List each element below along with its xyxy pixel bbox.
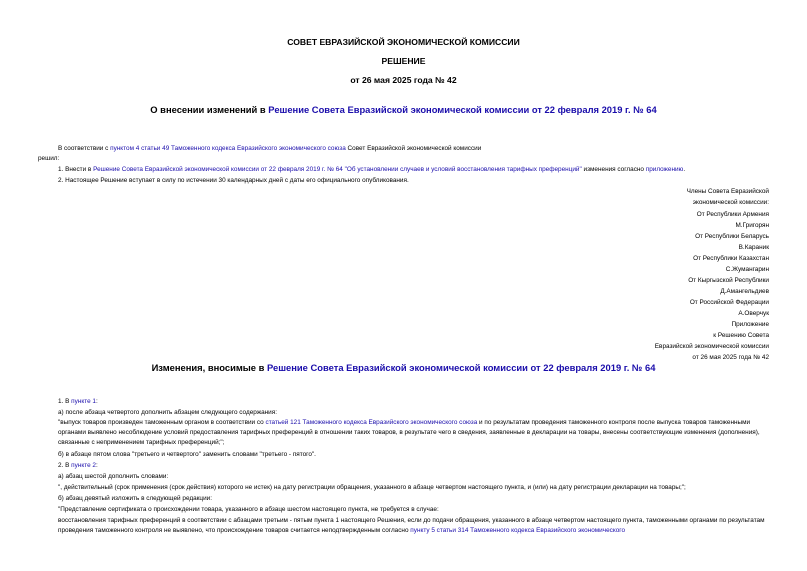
change-2a: а) абзац шестой дополнить словами: <box>58 473 169 480</box>
appendix-line: Евразийской экономической комиссии <box>654 343 769 350</box>
item-1-end: . <box>683 166 686 173</box>
change-1-suffix: : <box>95 398 98 405</box>
council-heading: СОВЕТ ЕВРАЗИЙСКОЙ ЭКОНОМИЧЕСКОЙ КОМИССИИ <box>287 37 520 47</box>
signature-line: В.Караник <box>738 244 769 251</box>
change-2a-quote: ", действительный (срок применения (срок действия) которого не истек) на дату регистрации обращения, указанного в абзаце четвертом настоящего пункта, и (или) на дату регистрации декларации на товары;"; <box>58 484 686 491</box>
item-1-decision-link[interactable]: Решение Совета Евразийской экономической комиссии от 22 февраля 2019 г. № 64 "Об установлении случаев и условий восстановления тарифных преференций" <box>93 166 582 173</box>
point-2-link[interactable]: пункте 2 <box>71 462 96 469</box>
item-1-prefix: 1. Внести в <box>58 166 94 173</box>
signature-line: А.Оверчук <box>738 310 769 317</box>
signature-line: экономической комиссии: <box>692 199 769 206</box>
document-date-number: от 26 мая 2025 года № 42 <box>350 75 457 85</box>
preamble-customs-code-link[interactable]: пунктом 4 статьи 49 Таможенного кодекса Евразийского экономического союза <box>110 145 346 152</box>
change-1-heading <box>58 398 98 406</box>
item-1 <box>58 166 685 174</box>
change-1b: б) в абзаце пятом слова "третьего и четвертого" заменить словами "третьего - пятого". <box>58 451 316 458</box>
article-314-link[interactable]: пункту 5 статьи 314 Таможенного кодекса Евразийского экономического <box>410 527 625 534</box>
change-1-quote-part1: "выпуск товаров произведен таможенным органом в соответствии со <box>58 419 266 426</box>
signature-line: М.Григорян <box>735 222 769 229</box>
document-type: РЕШЕНИЕ <box>381 56 426 66</box>
change-2b-last <box>58 516 770 536</box>
change-2b-quote: "Представление сертификата о происхождении товара, указанного в абзаце шестом настоящего пункта, не требуется в случае: <box>58 506 439 513</box>
appendix-line: от 26 мая 2025 года № 42 <box>692 354 769 361</box>
signature-line: С.Жумангарин <box>725 266 769 273</box>
change-2b: б) абзац девятый изложить в следующей редакции: <box>58 495 213 502</box>
appendix-line: Приложение <box>731 321 769 328</box>
preamble-decided: решил: <box>38 155 60 162</box>
change-2-suffix: : <box>95 462 98 469</box>
signature-line: От Кыргызской Республики <box>688 277 769 284</box>
signature-line: Члены Совета Евразийской <box>686 188 769 195</box>
changes-title-prefix: Изменения, вносимые в <box>151 362 267 373</box>
point-1-link[interactable]: пункте 1 <box>71 398 96 405</box>
change-1a: а) после абзаца четвертого дополнить абзацем следующего содержания: <box>58 409 277 416</box>
preamble-part2: Совет Евразийской экономической комиссии <box>345 145 482 152</box>
change-2b-last-text: восстановления тарифных преференций в соответствии с абзацами третьим - пятым пункта 1 настоящего Решения, если до подачи обращения, указанного в абзаце четвертом настоящего пункта, таможенными органами по результатам проведения таможенного контроля не выявлено, что происхождение товаров считается неподтвержденным согласно <box>58 517 765 534</box>
preamble-part1: В соответствии с <box>58 145 111 152</box>
item-1-middle: изменения согласно <box>581 166 646 173</box>
change-1-quote-part2: и по результатам проведения таможенного контроля после выпуска товаров таможенными органами выявлено несоблюдение условий предоставления тарифных преференций в отношении таких товаров, в результате чего в сведения, заявленные в декларации на товары, внесены соответствующие изменения (дополнения), связанные с неприменением тарифных преференций;"; <box>58 419 760 446</box>
document-title-prefix: О внесении изменений в <box>150 104 269 115</box>
changes-title <box>0 362 807 373</box>
changes-title-decision-link[interactable]: Решение Совета Евразийской экономической комиссии от 22 февраля 2019 г. № 64 <box>267 362 656 373</box>
preamble <box>58 145 481 153</box>
document-title <box>0 104 807 115</box>
change-1-prefix: 1. В <box>58 398 72 405</box>
change-2-heading <box>58 462 98 470</box>
article-121-link[interactable]: статьей 121 Таможенного кодекса Евразийского экономического союза <box>265 419 478 426</box>
item-2: 2. Настоящее Решение вступает в силу по истечении 30 календарных дней с даты его официального опубликования. <box>58 177 409 184</box>
change-2-prefix: 2. В <box>58 462 72 469</box>
change-1-quote <box>58 418 770 448</box>
signature-line: От Республики Казахстан <box>693 255 769 262</box>
title-decision-link[interactable]: Решение Совета Евразийской экономической комиссии от 22 февраля 2019 г. № 64 <box>268 104 657 115</box>
appendix-line: к Решению Совета <box>713 332 769 339</box>
item-1-appendix-link[interactable]: приложению <box>645 166 684 173</box>
signature-line: От Республики Беларусь <box>695 233 769 240</box>
signature-line: Д.Амангельдиев <box>720 288 769 295</box>
signature-line: От Российской Федерации <box>689 299 769 306</box>
signature-line: От Республики Армения <box>696 211 769 218</box>
